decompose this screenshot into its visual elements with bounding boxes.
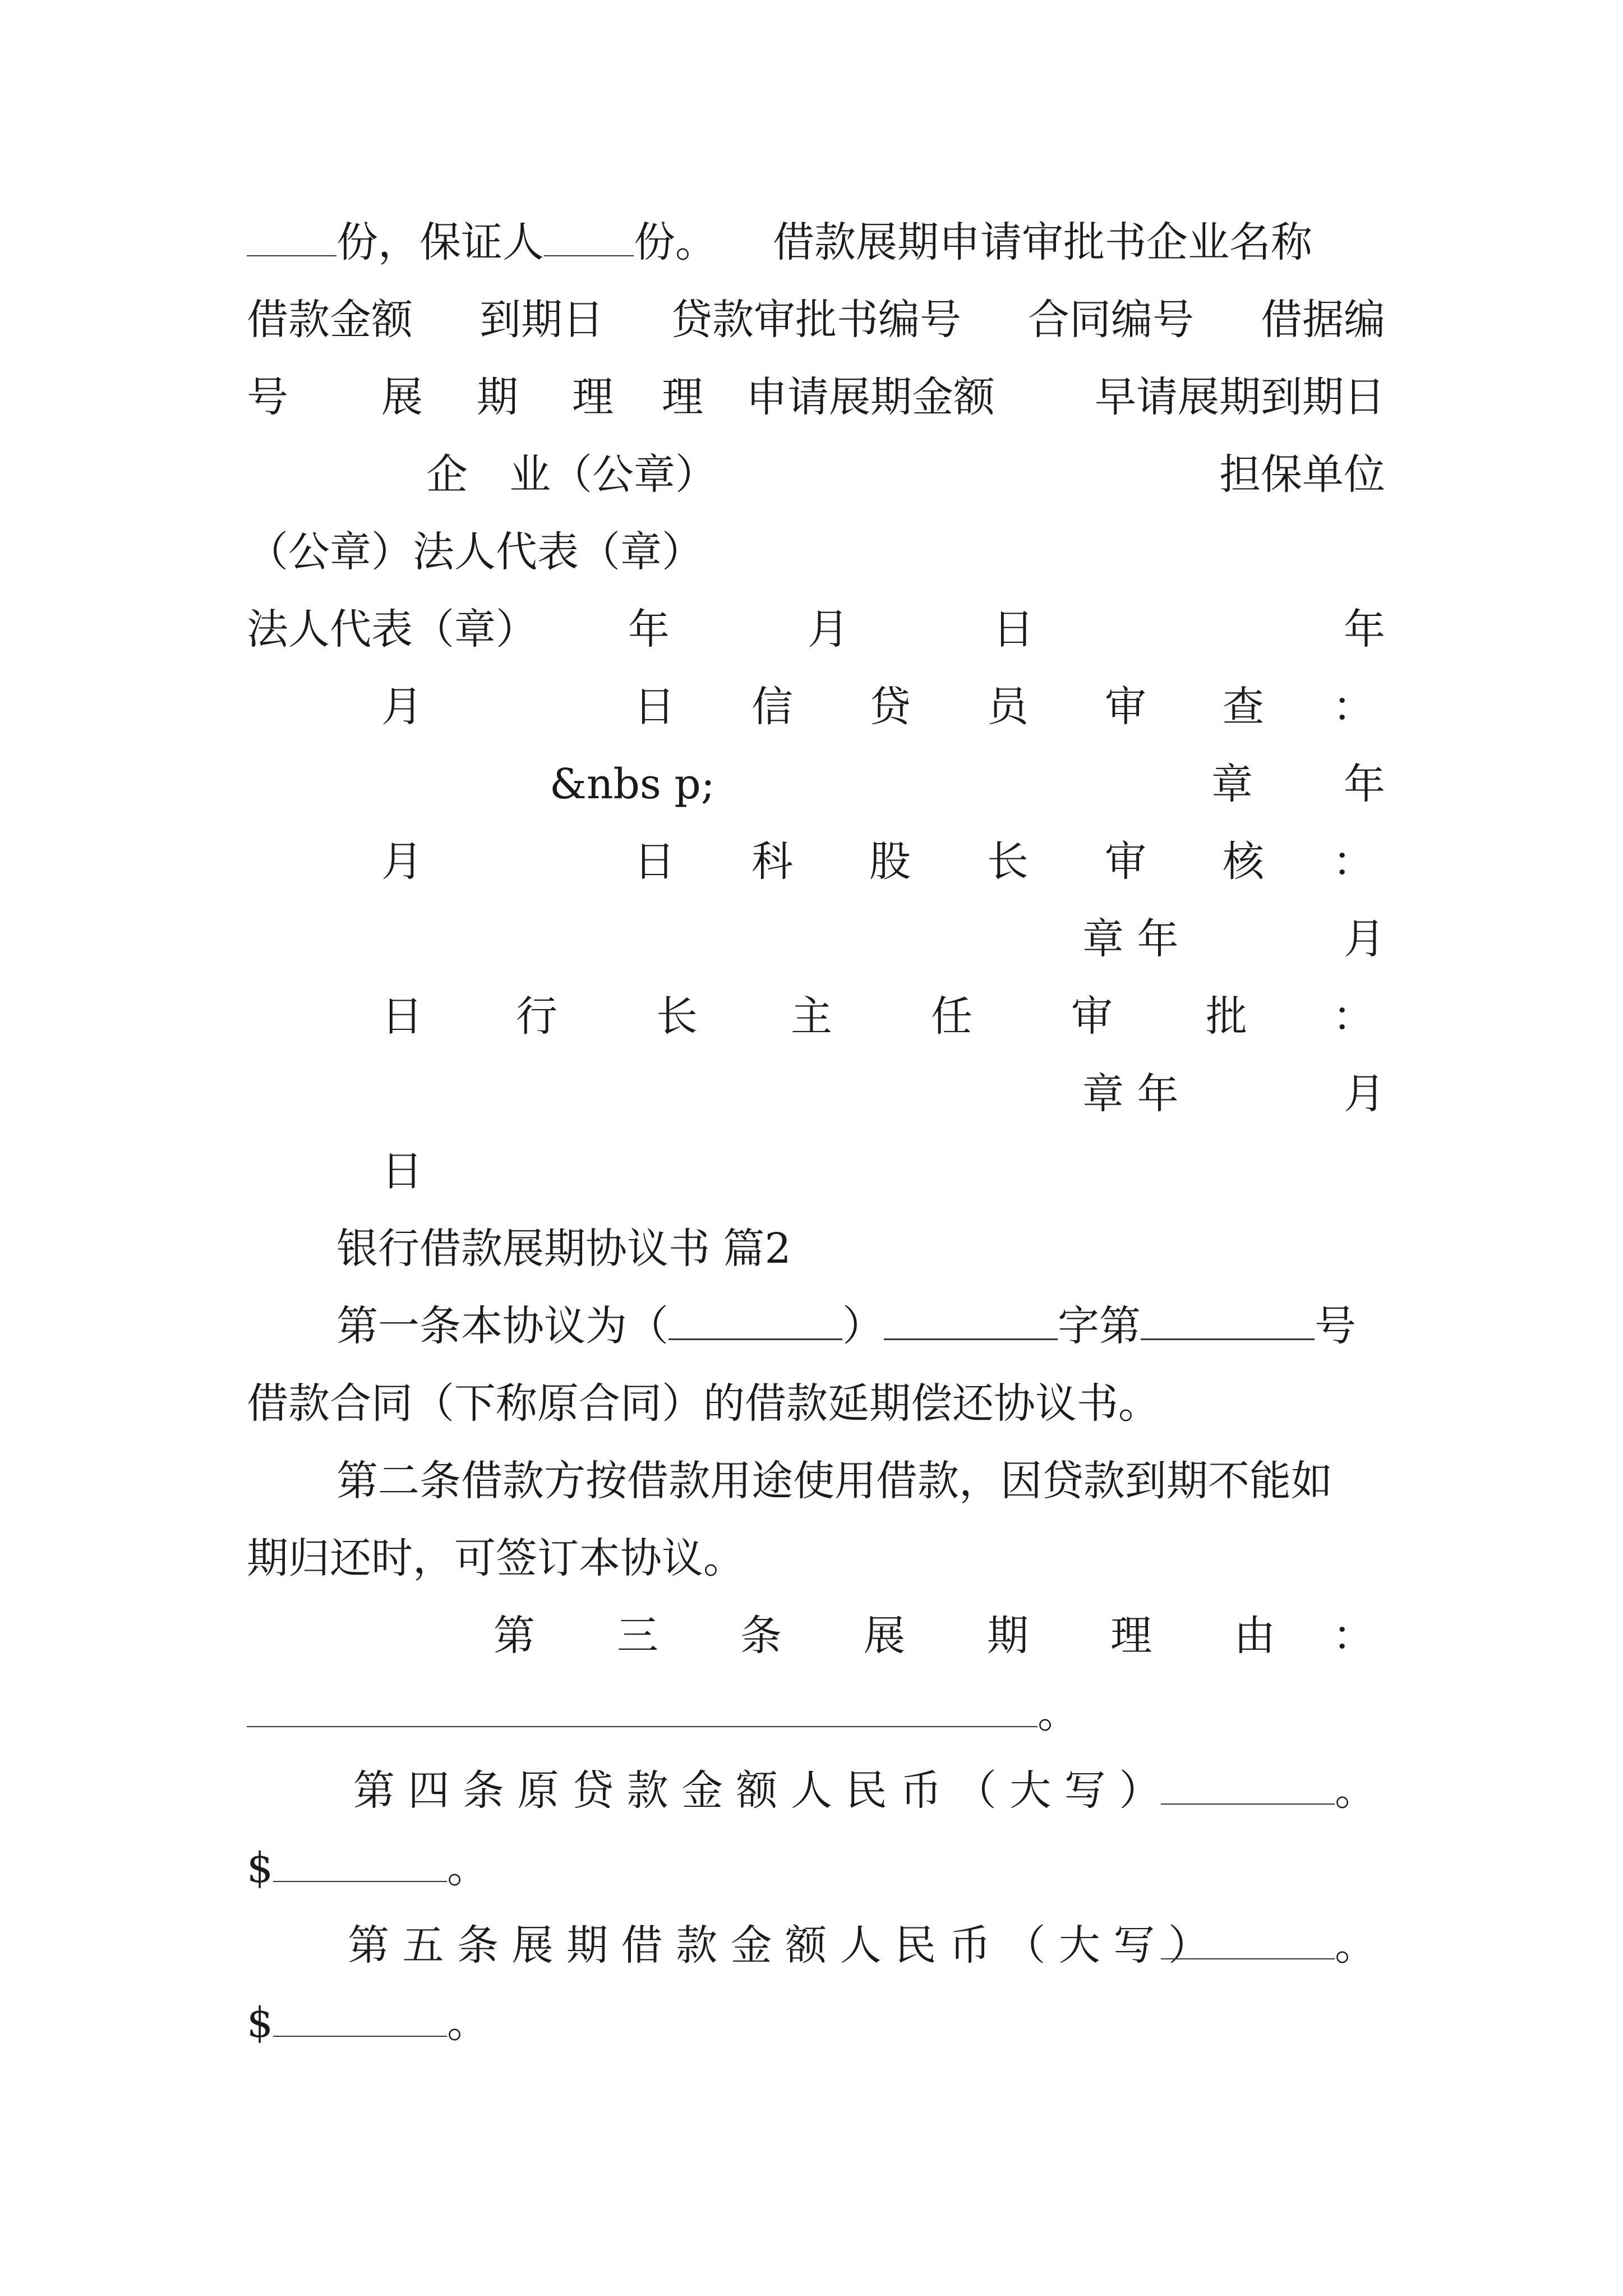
text-day: 日 [634,838,675,886]
line-loan-fields [247,286,1385,353]
text-colon: ： [1332,683,1374,731]
text-article-1-start: 第一条本协议为（ [336,1302,668,1350]
label-receipt-number: 借据编 [1261,296,1385,344]
text-day: 日 [381,992,423,1041]
article-4-amount [1161,1757,1376,1824]
text-cha: 查 [1223,683,1264,731]
text-dai: 贷 [869,683,911,731]
blank-extension-amount-usd [273,1995,447,2037]
label-extension-due-date: 早请展期到期日 [1095,373,1385,421]
line-seal-year-month [247,905,1385,973]
label-contract-number: 合同编号 [1028,296,1194,344]
text-month: 月 [808,605,849,654]
blank-copies-1 [247,215,336,256]
text-dollar: $ [247,1844,274,1892]
article-4-dollar [247,1834,1385,1902]
line-nbsp-seal [247,751,1385,818]
label-loan-amount: 借款金额 [247,296,413,344]
line-seal-year-month-2 [247,1060,1385,1128]
line-legal-rep-date [247,596,1385,663]
text-shen: 审 [1071,992,1113,1041]
text-month: 月 [381,683,423,731]
blank-copies-2 [544,215,634,256]
text-nbsp-artifact: &nbs p; [550,760,715,808]
blank-extension-amount [1161,1918,1335,1959]
text-period: 。 [447,1999,489,2047]
text-period: 。 [1335,1766,1376,1815]
text-copies-end: 份。 [634,218,717,266]
blank-extension-reason [247,1686,1038,1727]
text-guarantor-copies: 份，保证人 [336,218,544,266]
label-legal-rep-seal: 法人代表（章） [247,605,537,654]
text-extension-approval-title: 借款展期申请审批书企业名称 [773,218,1312,266]
text-tiao: 条 [740,1612,782,1660]
text-gu: 股 [869,838,911,886]
article-1-continued [247,1370,1385,1437]
text-yuan: 员 [987,683,1029,731]
article-1 [247,1292,1385,1360]
article-3 [247,1602,1385,1669]
text-article-1-end: 借款合同（下称原合同）的借款延期偿还协议书。 [247,1379,1160,1428]
text-seal-legal-rep: （公章）法人代表（章） [247,528,703,576]
label-guarantor-unit: 担保单位 [1219,450,1385,499]
text-zhang-chief: 长 [987,838,1029,886]
text-article-2-end: 期归还时，可签订本协议。 [247,1534,745,1582]
text-ren: 任 [931,992,972,1041]
article-1-content [336,1292,1356,1360]
text-san: 三 [617,1612,658,1660]
label-company-seal: 企 业（公章） [426,450,717,499]
text-paren-close: ） [842,1302,884,1350]
line-day [247,1138,1385,1205]
text-zhang-head: 长 [656,992,698,1041]
text-hao: 号 [1315,1302,1356,1350]
article-2 [247,1447,1385,1515]
text-month: 月 [381,838,423,886]
text-article-4: 第 四 条 原 贷 款 金 额 人 民 币 （ 大 写 ） [353,1766,1161,1815]
text-qi: 期 [987,1612,1029,1660]
text-li: 理 [1110,1612,1152,1660]
section-title: 银行借款展期协议书 篇2 [336,1225,791,1273]
line-section-chief-review [247,828,1385,895]
text-article-2: 第二条借款方按借款用途使用借款，因贷款到期不能如 [336,1457,1332,1505]
text-hao: 号 [247,373,288,421]
text-shen: 审 [1105,683,1146,731]
text-di: 第 [494,1612,535,1660]
line-extension-fields [247,364,1385,431]
text-article-5: 第 五 条 展 期 借 款 金 额 人 民 币 （ 大 写 ） [348,1921,1210,1970]
text-seal: 章 [1211,760,1253,808]
label-due-date: 到期日 [479,296,604,344]
text-period: 。 [1038,1689,1079,1737]
blank-contract-word [884,1298,1058,1340]
line-president-approval [247,983,1385,1050]
text-colon: ： [1332,1612,1374,1660]
line-seal-legal-rep [247,518,1385,586]
text-zi-di: 字第 [1058,1302,1141,1350]
text-year: 年 [1344,760,1385,808]
blank-original-amount [1161,1763,1335,1805]
text-li-1: 理 [572,373,614,421]
text-dollar: $ [247,1999,274,2047]
blank-original-amount-usd [273,1841,447,1882]
text-period: 。 [1335,1921,1376,1970]
label-approval-number: 贷款审批书编号 [671,296,961,344]
article-2-continued [247,1525,1385,1592]
text-day: 日 [634,683,675,731]
line-credit-officer-review [247,673,1385,740]
text-day: 日 [993,605,1034,654]
text-zhu: 主 [791,992,832,1041]
text-hang: 行 [516,992,557,1041]
article-3-blank-line [247,1680,1385,1747]
text-period: 。 [447,1844,489,1892]
text-qi: 期 [477,373,518,421]
label-extension-amount: 申请展期金额 [746,373,995,421]
text-you: 由 [1234,1612,1275,1660]
text-seal-year: 章 年 [1082,1070,1179,1118]
text-seal-year: 章 年 [1082,915,1179,963]
text-year-2: 年 [1344,605,1385,654]
text-colon: ： [1332,992,1374,1041]
section-heading [247,1215,1385,1282]
text-zhan: 展 [864,1612,905,1660]
text-ke: 科 [751,838,793,886]
blank-contract-number [1141,1298,1315,1340]
article-4 [247,1757,1385,1824]
line-company-seal [247,441,1385,508]
article-5-amount [1161,1912,1376,1979]
article-5-dollar [247,1989,1385,2056]
text-xin: 信 [751,683,793,731]
article-5 [247,1912,1385,1979]
text-year: 年 [628,605,670,654]
text-pi: 批 [1206,992,1247,1041]
text-he: 核 [1223,838,1264,886]
text-day: 日 [381,1147,423,1195]
blank-contract-prefix [668,1298,842,1340]
text-month: 月 [1344,915,1385,963]
text-zhan: 展 [381,373,423,421]
text-month: 月 [1344,1070,1385,1118]
text-shen: 审 [1105,838,1146,886]
line-copies-and-title [247,209,1385,276]
text-li-2: 理 [662,373,703,421]
text-colon: ： [1332,838,1374,886]
